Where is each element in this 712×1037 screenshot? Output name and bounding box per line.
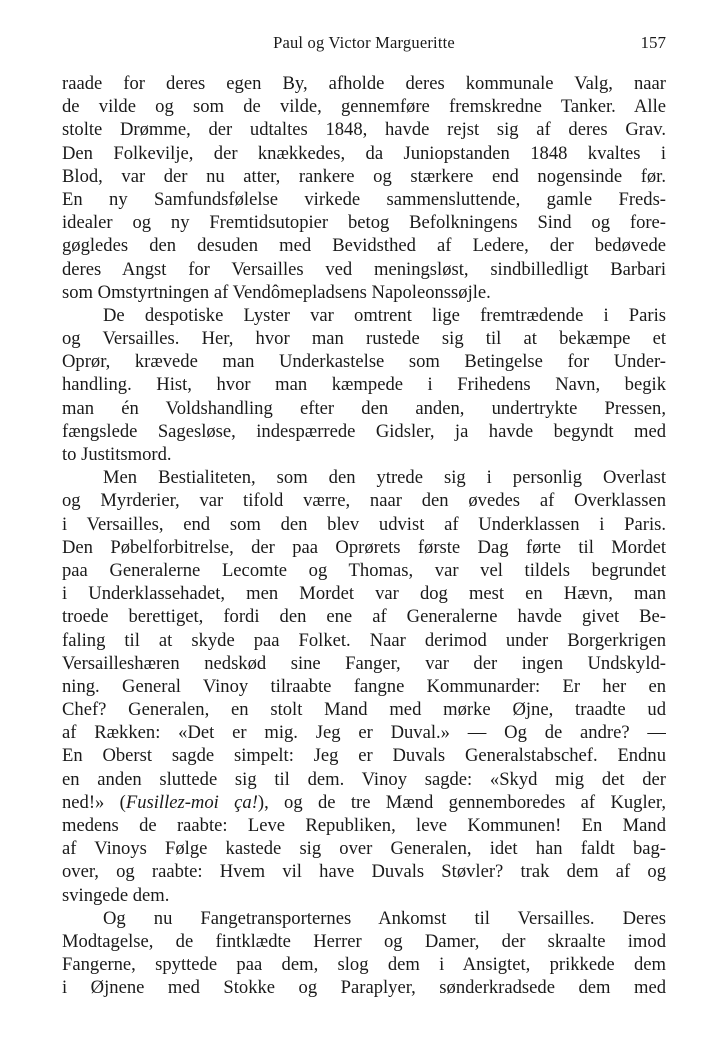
running-head xyxy=(62,33,666,57)
running-title: Paul og Victor Margueritte xyxy=(273,33,455,52)
text-line: raade for deres egen By, afholde deres kommunale Valg, naar xyxy=(62,73,666,94)
text-line: deres Angst for Versailles ved meningsløst, sindbilledligt Barbari xyxy=(62,258,666,280)
text-line: over, og raabte: Hvem vil have Duvals Støvler? trak dem af og xyxy=(62,861,666,883)
text-line: og Versailles. Her, hvor man rustede sig til at bekæmpe et xyxy=(62,328,666,350)
text-line: og Myrderier, var tifold værre, naar den øvedes af Overklassen xyxy=(62,490,666,512)
text-segment: ), og de tre Mænd gennemboredes af Kugler, xyxy=(257,791,666,813)
page-number: 157 xyxy=(640,33,666,52)
text-line: af Rækken: «Det er mig. Jeg er Duval.» — Og de andre? — xyxy=(62,722,666,744)
text-line xyxy=(62,791,666,814)
text-line: De despotiske Lyster var omtrent lige fremtrædende i Paris xyxy=(103,304,666,326)
text-line: Men Bestialiteten, som den ytrede sig i personlig Overlast xyxy=(103,467,666,489)
text-line: ning. General Vinoy tilraabte fangne Kommunarder: Er her en xyxy=(62,675,666,697)
text-segment: ned!» ( xyxy=(62,791,126,813)
text-line: som Omstyrtningen af Vendômepladsens Napoleonssøjle. xyxy=(62,281,491,303)
text-line: idealer og ny Fremtidsutopier betog Befolkningens Sind og fore- xyxy=(62,212,666,234)
text-line: troede berettiget, fordi den ene af Generalerne havde givet Be- xyxy=(62,606,666,628)
text-line: svingede dem. xyxy=(62,884,170,906)
text-line: fængslede Sagesløse, indespærrede Gidsler, ja havde begyndt med xyxy=(62,420,666,442)
italic-phrase: Fusillez-moi ça! xyxy=(125,791,258,813)
text-line: af Vinoys Følge kastede sig over Generalen, idet han faldt bag- xyxy=(62,838,666,860)
text-line: Oprør, krævede man Underkastelse som Betingelse for Under- xyxy=(62,351,666,373)
text-line: En ny Samfundsfølelse virkede sammensluttende, gamle Freds- xyxy=(62,188,666,210)
text-line: Blod, var der nu atter, rankere og stærkere end nogensinde før. xyxy=(62,165,666,187)
text-line: Chef? Generalen, en stolt Mand med mørke Øjne, traadte ud xyxy=(62,699,666,721)
text-line: de vilde og som de vilde, gennemføre fremskredne Tanker. Alle xyxy=(62,96,666,118)
text-line: stolte Drømme, der udtaltes 1848, havde rejst sig af deres Grav. xyxy=(62,119,666,141)
text-line: En Oberst sagde simpelt: Jeg er Duvals Generalstabschef. Endnu xyxy=(62,745,666,767)
text-line: faling til at skyde paa Folket. Naar derimod under Borgerkrigen xyxy=(62,629,666,651)
text-line: handling. Hist, hvor man kæmpede i Frihedens Navn, begik xyxy=(62,374,666,396)
text-line: man én Voldshandling efter den anden, undertrykte Pressen, xyxy=(62,397,666,419)
text-line: gøgledes den desuden med Bevidsthed af Ledere, der bedøvede xyxy=(62,235,666,257)
text-line: Fangerne, spyttede paa dem, slog dem i Ansigtet, prikkede dem xyxy=(62,954,666,976)
text-line: en anden sluttede sig til dem. Vinoy sagde: «Skyd mig det der xyxy=(62,768,666,790)
body-text xyxy=(62,72,666,1000)
text-line: Den Pøbelforbitrelse, der paa Oprørets første Dag førte til Mordet xyxy=(62,536,666,558)
text-line: paa Generalerne Lecomte og Thomas, var vel tildels begrundet xyxy=(62,559,666,581)
text-line: i Underklassehadet, men Mordet var dog mest en Hævn, man xyxy=(62,583,666,605)
text-line: i Versailles, end som den blev udvist af Underklassen i Paris. xyxy=(62,513,666,535)
text-line: i Øjnene med Stokke og Paraplyer, sønderkradsede dem med xyxy=(62,977,666,999)
text-line: to Justitsmord. xyxy=(62,444,172,465)
text-line: Den Folkevilje, der knækkedes, da Juniopstanden 1848 kvaltes i xyxy=(62,142,666,164)
text-line: medens de raabte: Leve Republiken, leve Kommunen! En Mand xyxy=(62,815,666,836)
text-line: Modtagelse, de fintklædte Herrer og Damer, der skraalte imod xyxy=(62,930,666,952)
text-line: Og nu Fangetransporternes Ankomst til Versailles. Deres xyxy=(103,907,666,929)
text-line: Versailleshæren nedskød sine Fanger, var der ingen Undskyld- xyxy=(62,652,666,674)
